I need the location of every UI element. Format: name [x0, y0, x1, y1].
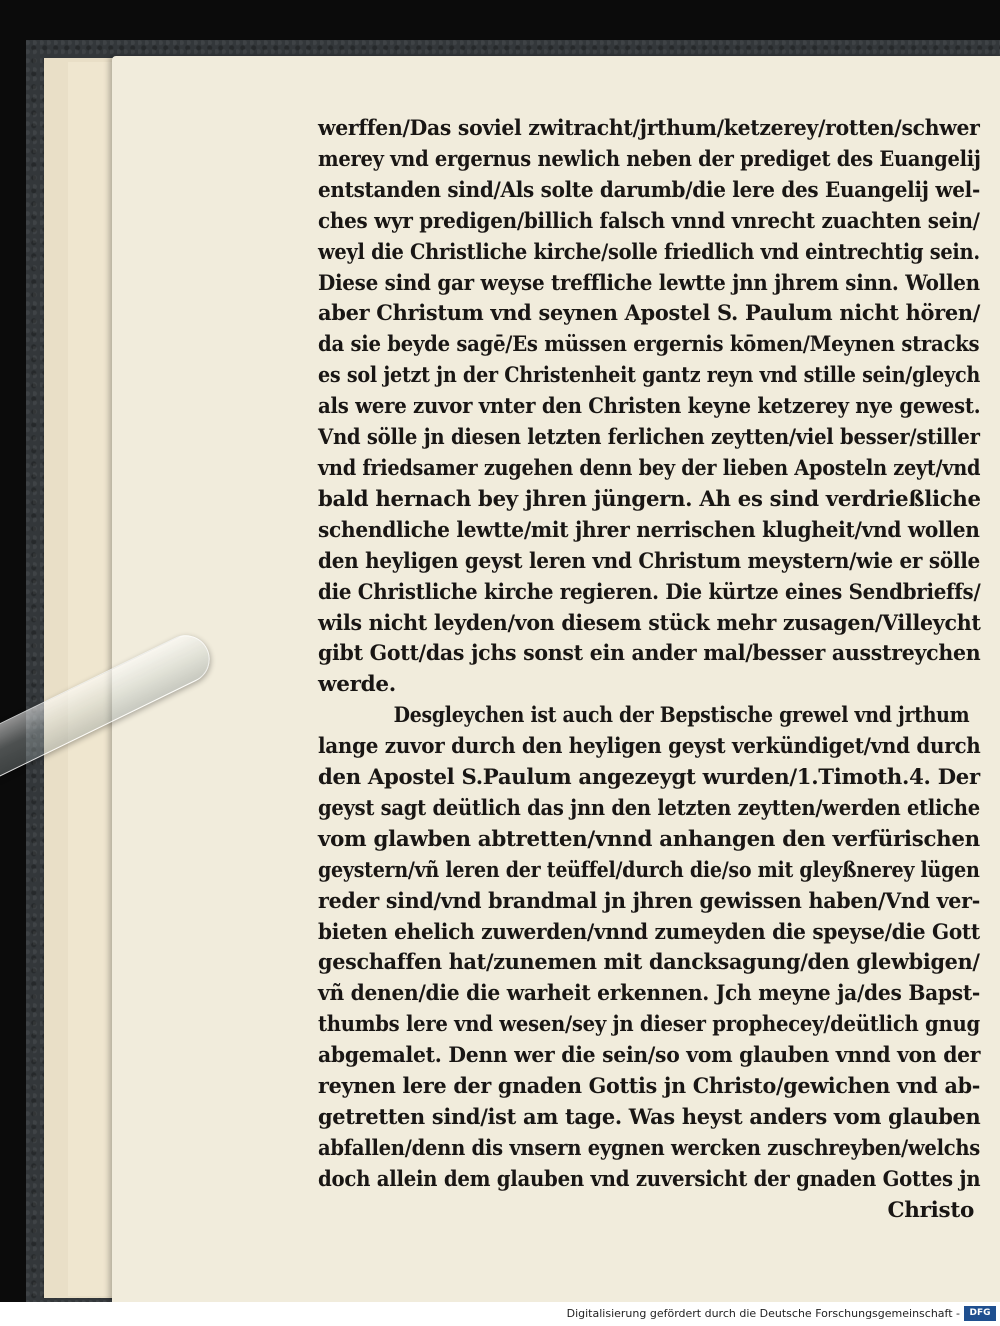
- text-line: reder sind/vnd brandmal jn jhren gewissen haben/Vnd ver-: [318, 888, 980, 914]
- text-line: abfallen/denn dis vnsern eygnen wercken zuschreyben/welchs: [318, 1135, 981, 1161]
- text-line: da sie beyde sagē/Es müssen ergernis kōmen/Meynen stracks: [318, 332, 980, 358]
- text-line: den heyligen geyst leren vnd Christum meystern/wie er sölle: [318, 548, 980, 574]
- text-line: aber Christum vnd seynen Apostel S. Paulum nicht hören/: [318, 301, 981, 327]
- dfg-logo-icon: DFG: [964, 1306, 996, 1321]
- text-line: getretten sind/ist am tage. Was heyst anders vom glauben: [318, 1105, 981, 1130]
- text-line: bald hernach bey jhren jüngern. Ah es sind verdrießliche: [318, 486, 981, 512]
- text-line: gibt Gott/das jchs sonst ein ander mal/besser ausstreychen: [318, 641, 981, 667]
- footer-bar: [0, 1302, 1000, 1326]
- text-line: geschaffen hat/zunemen mit dancksagung/den glewbigen/: [318, 950, 980, 976]
- text-line: vnd friedsamer zugehen denn bey der lieben Aposteln zeyt/vnd: [318, 455, 981, 481]
- text-line: als were zuvor vnter den Christen keyne ketzerey nye gewest.: [318, 394, 981, 420]
- catchword: Christo: [887, 1197, 974, 1223]
- text-line: schendliche lewtte/mit jhrer nerrischen klugheit/vnd wollen: [318, 517, 980, 543]
- text-line: abgemalet. Denn wer die sein/so vom glauben vnnd von der: [318, 1043, 981, 1069]
- text-line: geystern/vñ leren der teüffel/durch die/so mit gleyßnerey lügen: [318, 857, 980, 883]
- text-line: weyl die Christliche kirche/solle friedlich vnd eintrechtig sein.: [318, 239, 980, 265]
- text-line: vñ denen/die die warheit erkennen. Jch meyne ja/des Bapst-: [318, 981, 981, 1007]
- text-line: entstanden sind/Als solte darumb/die lere des Euangelij wel-: [318, 177, 980, 203]
- digitization-credit: Digitalisierung gefördert durch die Deutsche Forschungsgemeinschaft -: [566, 1307, 960, 1320]
- text-line: es sol jetzt jn der Christenheit gantz reyn vnd stille sein/gleych: [318, 363, 981, 389]
- text-line: bieten ehelich zuwerden/vnnd zumeyden die speyse/die Gott: [318, 919, 980, 945]
- text-line: Diese sind gar weyse treffliche lewtte jnn jhrem sinn. Wollen: [318, 270, 980, 296]
- text-line: Vnd sölle jn diesen letzten ferlichen zeytten/viel besser/stiller: [318, 425, 980, 451]
- text-line: den Apostel S.Paulum angezeygt wurden/1.Timoth.4. Der: [318, 765, 980, 791]
- text-line: merey vnd ergernus newlich neben der prediget des Euangelij: [318, 146, 981, 172]
- text-line: werde.: [318, 672, 396, 698]
- text-line: doch allein dem glauben vnd zuversicht der gnaden Gottes jn: [318, 1166, 981, 1192]
- text-line: wils nicht leyden/von diesem stück mehr zusagen/Villeycht: [318, 610, 981, 636]
- text-line: geyst sagt deütlich das jnn den letzten zeytten/werden etliche: [318, 795, 980, 821]
- text-line: ches wyr predigen/billich falsch vnnd vnrecht zuachten sein/: [318, 208, 980, 234]
- text-line: die Christliche kirche regieren. Die kürtze eines Sendbrieffs/: [318, 579, 981, 605]
- text-line: werffen/Das soviel zwitracht/jrthum/ketzerey/rotten/schwer: [318, 116, 980, 141]
- text-line-paragraph-start: Desgleychen ist auch der Bepstische grewel vnd jrthum: [393, 703, 970, 729]
- text-line: vom glawben abtretten/vnnd anhangen den verfürischen: [318, 826, 980, 852]
- text-line: reynen lere der gnaden Gottis jn Christo/gewichen vnd ab-: [318, 1074, 981, 1100]
- text-line: lange zuvor durch den heyligen geyst verkündiget/vnd durch: [318, 734, 981, 760]
- text-line: thumbs lere vnd wesen/sey jn dieser prophecey/deütlich gnug: [318, 1012, 980, 1038]
- page-text: [318, 114, 980, 1227]
